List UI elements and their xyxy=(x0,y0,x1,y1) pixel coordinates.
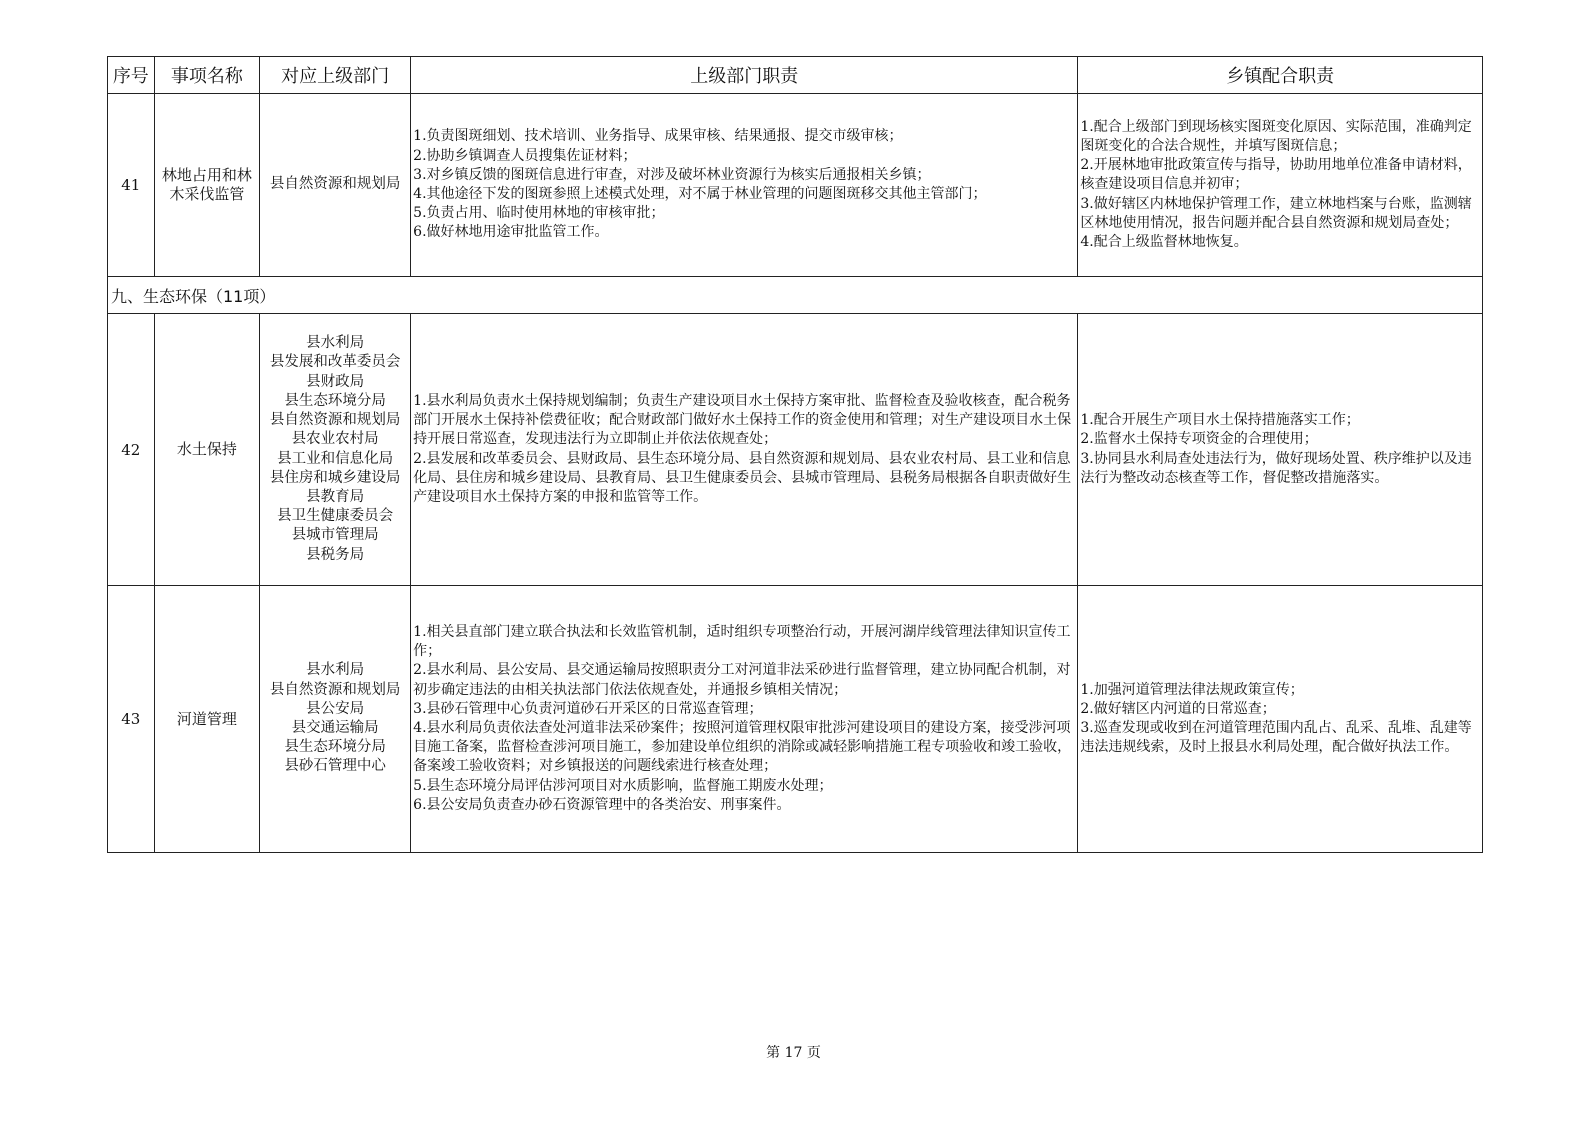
duty-line: 4.县水利局负责依法查处河道非法采砂案件；按照河道管理权限审批涉河建设项目的建设方案，接受涉河项目施工备案，监督检查涉河项目施工，参加建设单位组织的消除或减轻影响措施工程专项验收和竣工验收，备案竣工验收资料；对乡镇报送的问题线索进行核查处理； xyxy=(413,720,1072,775)
page-number: 第 17 页 xyxy=(766,1045,821,1061)
section-title: 九、生态环保（11项） xyxy=(108,277,1483,314)
department: 县自然资源和规划局 xyxy=(269,176,401,193)
item-name: 河道管理 xyxy=(154,586,259,853)
table-row xyxy=(108,314,1483,586)
duty-line: 3.对乡镇反馈的图斑信息进行审查，对涉及破坏林业资源行为核实后通报相关乡镇； xyxy=(413,166,931,183)
department: 县生态环境分局 xyxy=(284,739,386,756)
department: 县卫生健康委员会 xyxy=(277,508,394,525)
coop-line: 2.开展林地审批政策宣传与指导，协助用地单位准备申请材料，核查建设项目信息并初审； xyxy=(1080,157,1472,193)
section-row xyxy=(108,277,1483,314)
item-cooperation xyxy=(1078,94,1483,277)
table-row xyxy=(108,586,1483,853)
coop-line: 1.加强河道管理法律法规政策宣传； xyxy=(1080,681,1304,698)
item-number: 42 xyxy=(108,314,155,586)
item-number: 43 xyxy=(108,586,155,853)
duty-line: 3.县砂石管理中心负责河道砂石开采区的日常巡查管理； xyxy=(413,700,763,717)
header-coop: 乡镇配合职责 xyxy=(1078,57,1483,94)
header-no: 序号 xyxy=(108,57,155,94)
coop-line: 2.做好辖区内河道的日常巡查； xyxy=(1080,700,1276,717)
item-departments xyxy=(260,586,411,853)
department: 县发展和改革委员会 xyxy=(269,354,401,371)
header-dept: 对应上级部门 xyxy=(260,57,411,94)
department: 县交通运输局 xyxy=(291,720,379,736)
item-departments xyxy=(260,314,411,586)
table-row xyxy=(108,94,1483,277)
item-duties xyxy=(411,94,1078,277)
department: 县城市管理局 xyxy=(291,527,379,544)
department: 县教育局 xyxy=(306,488,365,505)
duty-line: 5.县生态环境分局评估涉河项目对水质影响，监督施工期废水处理； xyxy=(413,777,833,794)
item-duties xyxy=(411,314,1078,586)
department: 县住房和城乡建设局 xyxy=(269,469,401,486)
coop-line: 3.做好辖区内林地保护管理工作，建立林地档案与台账，监测辖区林地使用情况，报告问题并配合县自然资源和规划局查处； xyxy=(1080,195,1472,231)
department: 县生态环境分局 xyxy=(284,392,386,409)
department: 县财政局 xyxy=(306,373,365,390)
department: 县自然资源和规划局 xyxy=(269,681,401,698)
header-row xyxy=(108,57,1483,94)
coop-line: 4.配合上级监督林地恢复。 xyxy=(1080,234,1248,250)
duty-line: 2.县水利局、县公安局、县交通运输局按照职责分工对河道非法采砂进行监督管理，建立协同配合机制，对初步确定违法的由相关执法部门依法依规查处，并通报乡镇相关情况； xyxy=(413,662,1071,698)
coop-line: 1.配合上级部门到现场核实图斑变化原因、实际范围，准确判定图斑变化的合法合规性，并填写图斑信息； xyxy=(1080,118,1472,154)
duty-line: 6.做好林地用途审批监管工作。 xyxy=(413,224,609,241)
item-cooperation xyxy=(1078,586,1483,853)
duty-line: 2.协助乡镇调查人员搜集佐证材料； xyxy=(413,147,637,164)
coop-line: 3.协同县水利局查处违法行为，做好现场处置、秩序维护以及违法行为整改动态核查等工作，督促整改措施落实。 xyxy=(1080,450,1472,486)
department: 县自然资源和规划局 xyxy=(269,412,401,429)
duty-line: 1.相关县直部门建立联合执法和长效监管机制，适时组织专项整治行动，开展河湖岸线管理法律知识宣传工作； xyxy=(413,623,1071,660)
department: 县农业农村局 xyxy=(291,431,379,448)
header-name: 事项名称 xyxy=(154,57,259,94)
item-cooperation xyxy=(1078,314,1483,586)
duty-line: 6.县公安局负责查办砂石资源管理中的各类治安、刑事案件。 xyxy=(413,796,791,813)
department: 县水利局 xyxy=(306,335,365,352)
duty-line: 2.县发展和改革委员会、县财政局、县生态环境分局、县自然资源和规划局、县农业农村局、县工业和信息化局、县住房和城乡建设局、县教育局、县卫生健康委员会、县城市管理局、县税务局根据各自职责做好生产建设项目水土保持方案的申报和监管等工作。 xyxy=(413,450,1072,505)
department: 县砂石管理中心 xyxy=(284,758,386,775)
item-name: 林地占用和林木采伐监管 xyxy=(154,94,259,277)
department: 县税务局 xyxy=(306,546,365,563)
coop-line: 2.监督水土保持专项资金的合理使用； xyxy=(1080,431,1318,448)
duty-line: 4.其他途径下发的图斑参照上述模式处理，对不属于林业管理的问题图斑移交其他主管部门； xyxy=(413,186,987,202)
coop-line: 3.巡查发现或收到在河道管理范围内乱占、乱采、乱堆、乱建等违法违规线索，及时上报县水利局处理，配合做好执法工作。 xyxy=(1080,720,1472,756)
department: 县公安局 xyxy=(306,700,365,717)
item-duties xyxy=(411,586,1078,853)
department: 县工业和信息化局 xyxy=(277,450,394,467)
duty-line: 5.负责占用、临时使用林地的审核审批； xyxy=(413,205,665,222)
department: 县水利局 xyxy=(306,662,365,679)
duty-line: 1.县水利局负责水土保持规划编制；负责生产建设项目水土保持方案审批、监督检查及验收核查，配合税务部门开展水土保持补偿费征收；配合财政部门做好水土保持工作的资金使用和管理；对生产建设项目水土保持开展日常巡查，发现违法行为立即制止并依法依规查处； xyxy=(413,392,1072,448)
coop-line: 1.配合开展生产项目水土保持措施落实工作； xyxy=(1080,412,1360,429)
responsibility-table xyxy=(107,56,1483,853)
item-name: 水土保持 xyxy=(154,314,259,586)
item-departments xyxy=(260,94,411,277)
duty-line: 1.负责图斑细划、技术培训、业务指导、成果审核、结果通报、提交市级审核； xyxy=(413,128,903,145)
item-number: 41 xyxy=(108,94,155,277)
header-duty: 上级部门职责 xyxy=(411,57,1078,94)
